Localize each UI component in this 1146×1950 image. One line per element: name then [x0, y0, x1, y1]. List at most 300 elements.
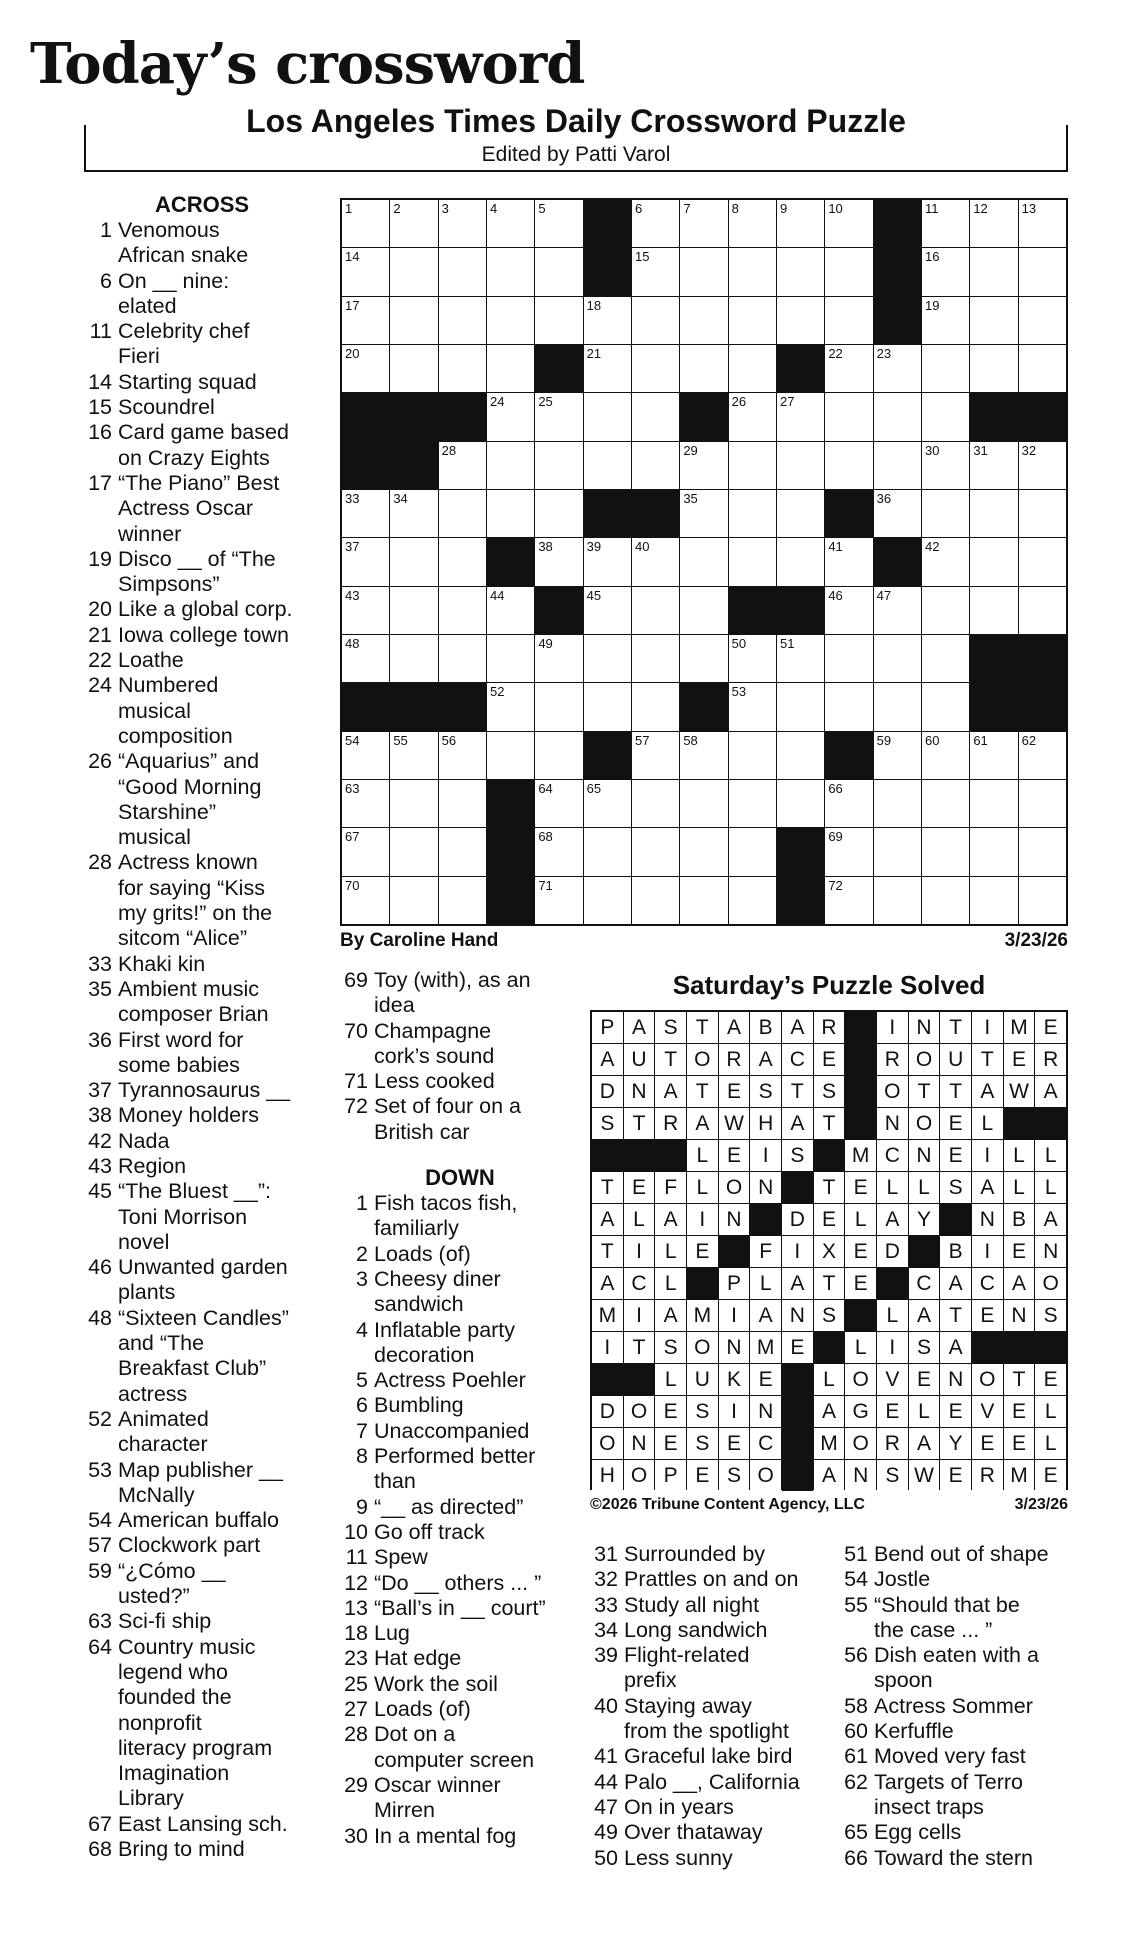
- solution-cell: A: [592, 1268, 623, 1299]
- grid-cell[interactable]: [535, 442, 582, 489]
- grid-cell[interactable]: [342, 297, 389, 344]
- grid-block: [342, 442, 389, 489]
- clue-number: 38: [88, 1103, 112, 1128]
- solution-cell: L: [1035, 1140, 1066, 1171]
- grid-cell[interactable]: [825, 877, 872, 924]
- banner-title: Los Angeles Times Daily Crossword Puzzle: [246, 103, 906, 139]
- grid-cell[interactable]: [390, 828, 437, 875]
- grid-cell[interactable]: [825, 200, 872, 247]
- grid-cell[interactable]: [970, 587, 1017, 634]
- grid-cell[interactable]: [487, 297, 534, 344]
- grid-cell[interactable]: [487, 345, 534, 392]
- grid-cell[interactable]: [390, 732, 437, 779]
- grid-cell[interactable]: [777, 538, 824, 585]
- grid-cell[interactable]: [874, 828, 921, 875]
- clue-text: Spew: [374, 1545, 428, 1570]
- solution-cell: R: [877, 1428, 908, 1459]
- clue-text: nonprofit: [118, 1710, 202, 1735]
- grid-cell[interactable]: [729, 248, 776, 295]
- solution-cell: E: [845, 1268, 876, 1299]
- clue-text: On in years: [624, 1794, 734, 1819]
- clue-number: 26: [88, 749, 112, 774]
- solution-cell: N: [1035, 1236, 1066, 1267]
- grid-cell[interactable]: [439, 200, 486, 247]
- clue-number: 59: [88, 1558, 112, 1583]
- grid-cell[interactable]: [390, 248, 437, 295]
- grid-cell[interactable]: [729, 732, 776, 779]
- solution-cell: A: [972, 1076, 1003, 1107]
- grid-cell[interactable]: [922, 393, 969, 440]
- grid-cell[interactable]: [584, 780, 631, 827]
- grid-cell[interactable]: [825, 393, 872, 440]
- grid-cell[interactable]: [680, 345, 727, 392]
- clue-text: composer Brian: [118, 1002, 269, 1027]
- solution-cell: A: [655, 1076, 686, 1107]
- grid-cell[interactable]: [439, 828, 486, 875]
- solution-cell: F: [750, 1236, 781, 1267]
- grid-cell[interactable]: [439, 732, 486, 779]
- grid-cell[interactable]: [632, 683, 679, 730]
- grid-cell[interactable]: [487, 442, 534, 489]
- grid-cell[interactable]: [777, 442, 824, 489]
- grid-cell[interactable]: [342, 828, 389, 875]
- grid-cell[interactable]: [584, 442, 631, 489]
- grid-cell[interactable]: [439, 442, 486, 489]
- clue-text: Toward the stern: [874, 1845, 1033, 1870]
- grid-cell[interactable]: [632, 877, 679, 924]
- cell-number: 5: [538, 201, 546, 216]
- solution-cell: Y: [909, 1204, 940, 1235]
- clue-item: [340, 1697, 580, 1722]
- clue-text: Unaccompanied: [374, 1418, 530, 1443]
- clue-item: [340, 1824, 580, 1849]
- grid-cell[interactable]: [922, 732, 969, 779]
- clue-number: 27: [344, 1697, 368, 1722]
- cell-number: 18: [586, 297, 602, 313]
- grid-cell[interactable]: [342, 635, 389, 682]
- grid-cell[interactable]: [1019, 200, 1066, 247]
- grid-cell[interactable]: [680, 538, 727, 585]
- grid-cell[interactable]: [680, 297, 727, 344]
- clue-item: [340, 1368, 580, 1393]
- clue-number: 20: [88, 597, 112, 622]
- grid-cell[interactable]: [390, 297, 437, 344]
- grid-cell[interactable]: [874, 587, 921, 634]
- grid-cell[interactable]: [1019, 828, 1066, 875]
- grid-cell[interactable]: [487, 683, 534, 730]
- grid-cell[interactable]: [439, 248, 486, 295]
- clue-item: [84, 1407, 320, 1458]
- grid-cell[interactable]: [390, 780, 437, 827]
- grid-cell[interactable]: [487, 248, 534, 295]
- grid-cell[interactable]: [632, 587, 679, 634]
- solution-cell: L: [750, 1268, 781, 1299]
- clue-number: 6: [356, 1393, 368, 1418]
- grid-cell[interactable]: [777, 490, 824, 537]
- solution-cell: E: [1004, 1428, 1035, 1459]
- grid-cell[interactable]: [632, 200, 679, 247]
- grid-cell[interactable]: [874, 683, 921, 730]
- grid-cell[interactable]: [922, 442, 969, 489]
- grid-cell[interactable]: [535, 490, 582, 537]
- clue-text: prefix: [624, 1668, 677, 1693]
- grid-cell[interactable]: [922, 538, 969, 585]
- clue-text: Tyrannosaurus __: [118, 1078, 291, 1103]
- grid-cell[interactable]: [970, 877, 1017, 924]
- grid-cell[interactable]: [535, 538, 582, 585]
- grid-cell[interactable]: [874, 393, 921, 440]
- grid-cell[interactable]: [922, 248, 969, 295]
- grid-cell[interactable]: [487, 635, 534, 682]
- grid-cell[interactable]: [390, 587, 437, 634]
- grid-cell[interactable]: [584, 393, 631, 440]
- grid-cell[interactable]: [922, 877, 969, 924]
- solution-block: [750, 1204, 781, 1235]
- grid-cell[interactable]: [1019, 248, 1066, 295]
- clue-number: 37: [88, 1078, 112, 1103]
- cell-number: 21: [586, 345, 602, 361]
- clue-number: 61: [844, 1744, 868, 1769]
- grid-cell[interactable]: [970, 828, 1017, 875]
- clue-text: Staying away: [624, 1693, 752, 1718]
- grid-cell[interactable]: [439, 538, 486, 585]
- grid-cell[interactable]: [729, 200, 776, 247]
- grid-cell[interactable]: [632, 635, 679, 682]
- clue-number: 8: [356, 1444, 368, 1469]
- grid-cell[interactable]: [874, 635, 921, 682]
- grid-cell[interactable]: [487, 732, 534, 779]
- solution-cell: T: [624, 1332, 655, 1363]
- solution-block: [1004, 1108, 1035, 1139]
- grid-cell[interactable]: [680, 635, 727, 682]
- grid-cell[interactable]: [970, 297, 1017, 344]
- grid-cell[interactable]: [632, 345, 679, 392]
- grid-cell[interactable]: [439, 877, 486, 924]
- grid-cell[interactable]: [342, 877, 389, 924]
- grid-cell[interactable]: [970, 732, 1017, 779]
- clue-item: [590, 1694, 830, 1745]
- solution-cell: S: [940, 1172, 971, 1203]
- grid-cell[interactable]: [874, 780, 921, 827]
- solution-cell: L: [909, 1396, 940, 1427]
- grid-cell[interactable]: [729, 442, 776, 489]
- grid-cell[interactable]: [825, 828, 872, 875]
- grid-cell[interactable]: [535, 200, 582, 247]
- grid-cell[interactable]: [632, 828, 679, 875]
- grid-cell[interactable]: [970, 248, 1017, 295]
- grid-cell[interactable]: [439, 587, 486, 634]
- grid-cell[interactable]: [439, 780, 486, 827]
- grid-cell[interactable]: [1019, 587, 1066, 634]
- grid-cell[interactable]: [680, 200, 727, 247]
- grid-cell[interactable]: [922, 683, 969, 730]
- grid-cell[interactable]: [535, 248, 582, 295]
- grid-cell[interactable]: [439, 345, 486, 392]
- grid-cell[interactable]: [922, 587, 969, 634]
- cell-number: 12: [973, 201, 988, 216]
- grid-cell[interactable]: [390, 635, 437, 682]
- clue-number: 62: [844, 1769, 868, 1794]
- grid-cell[interactable]: [535, 683, 582, 730]
- cell-number: 39: [586, 539, 602, 555]
- grid-cell[interactable]: [970, 538, 1017, 585]
- grid-cell[interactable]: [825, 538, 872, 585]
- grid-cell[interactable]: [439, 490, 486, 537]
- solution-block: [1035, 1108, 1066, 1139]
- grid-cell[interactable]: [922, 200, 969, 247]
- cell-number: 52: [489, 684, 505, 700]
- grid-cell[interactable]: [680, 732, 727, 779]
- grid-cell[interactable]: [632, 780, 679, 827]
- solution-cell: M: [1004, 1012, 1035, 1043]
- grid-block: [487, 538, 534, 585]
- grid-cell[interactable]: [1019, 345, 1066, 392]
- grid-cell[interactable]: [487, 393, 534, 440]
- cell-number: 2: [393, 201, 401, 216]
- grid-cell[interactable]: [922, 297, 969, 344]
- grid-cell[interactable]: [680, 442, 727, 489]
- solution-cell: E: [782, 1332, 813, 1363]
- solution-cell: S: [814, 1076, 845, 1107]
- solution-block: [814, 1140, 845, 1171]
- grid-cell[interactable]: [584, 587, 631, 634]
- grid-cell[interactable]: [777, 200, 824, 247]
- clue-item: [84, 319, 320, 370]
- cell-number: 47: [876, 587, 892, 603]
- grid-cell[interactable]: [777, 732, 824, 779]
- grid-cell[interactable]: [535, 828, 582, 875]
- grid-cell[interactable]: [680, 877, 727, 924]
- clue-number: 12: [344, 1570, 368, 1595]
- grid-cell[interactable]: [680, 828, 727, 875]
- grid-cell[interactable]: [390, 490, 437, 537]
- grid-cell[interactable]: [1019, 877, 1066, 924]
- grid-cell[interactable]: [439, 297, 486, 344]
- grid-cell[interactable]: [535, 877, 582, 924]
- grid-cell[interactable]: [535, 297, 582, 344]
- grid-cell[interactable]: [390, 538, 437, 585]
- clue-number: 28: [344, 1722, 368, 1747]
- grid-cell[interactable]: [342, 248, 389, 295]
- solution-cell: T: [940, 1076, 971, 1107]
- cell-number: 51: [779, 635, 795, 651]
- grid-cell[interactable]: [825, 683, 872, 730]
- solution-cell: O: [719, 1172, 750, 1203]
- solution-cell: E: [845, 1236, 876, 1267]
- clue-item: [340, 1444, 580, 1495]
- grid-cell[interactable]: [487, 587, 534, 634]
- grid-cell[interactable]: [922, 490, 969, 537]
- clue-number: 2: [356, 1241, 368, 1266]
- grid-cell[interactable]: [390, 200, 437, 247]
- grid-cell[interactable]: [729, 297, 776, 344]
- grid-cell[interactable]: [342, 587, 389, 634]
- grid-cell[interactable]: [729, 538, 776, 585]
- grid-cell[interactable]: [632, 248, 679, 295]
- solution-cell: I: [624, 1236, 655, 1267]
- grid-cell[interactable]: [729, 683, 776, 730]
- grid-cell[interactable]: [825, 345, 872, 392]
- grid-cell[interactable]: [535, 732, 582, 779]
- grid-cell[interactable]: [584, 345, 631, 392]
- clue-text: “¿Cómo __: [118, 1558, 226, 1583]
- grid-cell[interactable]: [825, 780, 872, 827]
- grid-cell[interactable]: [777, 393, 824, 440]
- grid-cell[interactable]: [342, 490, 389, 537]
- cell-number: 40: [634, 539, 650, 555]
- grid-cell[interactable]: [825, 587, 872, 634]
- grid-cell[interactable]: [1019, 490, 1066, 537]
- grid-cell[interactable]: [729, 828, 776, 875]
- grid-block: [584, 248, 631, 295]
- grid-cell[interactable]: [680, 248, 727, 295]
- grid-cell[interactable]: [970, 345, 1017, 392]
- clue-text: Card game based: [118, 420, 289, 445]
- solution-cell: A: [940, 1332, 971, 1363]
- grid-cell[interactable]: [584, 297, 631, 344]
- grid-cell[interactable]: [342, 538, 389, 585]
- grid-cell[interactable]: [825, 442, 872, 489]
- grid-cell[interactable]: [632, 393, 679, 440]
- solution-cell: A: [877, 1204, 908, 1235]
- grid-cell[interactable]: [874, 345, 921, 392]
- grid-cell[interactable]: [825, 635, 872, 682]
- grid-cell[interactable]: [584, 877, 631, 924]
- grid-cell[interactable]: [584, 828, 631, 875]
- solution-cell: N: [719, 1204, 750, 1235]
- grid-cell[interactable]: [970, 442, 1017, 489]
- grid-cell[interactable]: [632, 538, 679, 585]
- grid-block: [874, 248, 921, 295]
- clue-item: [340, 1267, 580, 1318]
- grid-cell[interactable]: [874, 877, 921, 924]
- clue-number: 36: [88, 1027, 112, 1052]
- clue-number: 41: [594, 1744, 618, 1769]
- solution-cell: T: [814, 1172, 845, 1203]
- grid-cell[interactable]: [729, 345, 776, 392]
- grid-cell[interactable]: [1019, 297, 1066, 344]
- grid-cell[interactable]: [777, 248, 824, 295]
- grid-cell[interactable]: [1019, 780, 1066, 827]
- cell-number: 49: [538, 635, 553, 651]
- clue-text: Scoundrel: [118, 395, 215, 420]
- grid-cell[interactable]: [584, 635, 631, 682]
- grid-cell[interactable]: [874, 732, 921, 779]
- grid-cell[interactable]: [680, 587, 727, 634]
- clue-text: Simpsons”: [118, 572, 220, 597]
- clue-number: 29: [344, 1772, 368, 1797]
- solution-cell: T: [687, 1012, 718, 1043]
- grid-cell[interactable]: [729, 635, 776, 682]
- solution-cell: H: [750, 1108, 781, 1139]
- grid-cell[interactable]: [777, 780, 824, 827]
- grid-block: [970, 393, 1017, 440]
- grid-block: [970, 635, 1017, 682]
- grid-cell[interactable]: [584, 683, 631, 730]
- grid-cell[interactable]: [584, 538, 631, 585]
- grid-cell[interactable]: [342, 200, 389, 247]
- grid-cell[interactable]: [342, 780, 389, 827]
- grid-cell[interactable]: [535, 635, 582, 682]
- grid-cell[interactable]: [390, 877, 437, 924]
- grid-cell[interactable]: [1019, 732, 1066, 779]
- grid-cell[interactable]: [632, 442, 679, 489]
- cell-number: 35: [683, 490, 698, 506]
- clue-text: Loads (of): [374, 1697, 471, 1722]
- solution-cell: T: [972, 1044, 1003, 1075]
- grid-cell[interactable]: [680, 780, 727, 827]
- clue-text: Surrounded by: [624, 1542, 766, 1566]
- solution-cell: V: [972, 1396, 1003, 1427]
- clue-item: [84, 673, 320, 749]
- grid-cell[interactable]: [535, 780, 582, 827]
- clue-text: “Ball’s in __ court”: [374, 1595, 546, 1620]
- grid-cell[interactable]: [970, 780, 1017, 827]
- clue-item: [340, 1646, 580, 1671]
- grid-cell[interactable]: [874, 490, 921, 537]
- grid-cell[interactable]: [487, 490, 534, 537]
- grid-block: [439, 683, 486, 730]
- grid-cell[interactable]: [390, 345, 437, 392]
- grid-cell[interactable]: [825, 248, 872, 295]
- grid-cell[interactable]: [439, 635, 486, 682]
- solution-cell: R: [719, 1044, 750, 1075]
- grid-cell[interactable]: [970, 490, 1017, 537]
- solution-date: 3/23/26: [1014, 1496, 1068, 1513]
- grid-cell[interactable]: [729, 393, 776, 440]
- grid-cell[interactable]: [729, 780, 776, 827]
- grid-cell[interactable]: [729, 877, 776, 924]
- clue-text: Loads (of): [374, 1241, 471, 1266]
- cell-number: 24: [489, 394, 505, 410]
- grid-cell[interactable]: [632, 732, 679, 779]
- grid-cell[interactable]: [825, 297, 872, 344]
- solution-cell: P: [719, 1268, 750, 1299]
- clue-text: musical: [118, 825, 191, 850]
- grid-cell[interactable]: [922, 635, 969, 682]
- grid-cell[interactable]: [632, 297, 679, 344]
- clue-item: [84, 1028, 320, 1079]
- grid-cell[interactable]: [777, 683, 824, 730]
- grid-cell[interactable]: [777, 635, 824, 682]
- clue-number: 68: [88, 1837, 112, 1861]
- grid-cell[interactable]: [922, 345, 969, 392]
- grid-cell[interactable]: [1019, 538, 1066, 585]
- grid-cell[interactable]: [729, 490, 776, 537]
- across-heading: ACROSS: [154, 192, 250, 217]
- cell-number: 66: [828, 780, 843, 796]
- clue-text: for saying “Kiss: [118, 875, 265, 900]
- grid-cell[interactable]: [922, 780, 969, 827]
- clue-item: [84, 1458, 320, 1509]
- grid-cell[interactable]: [970, 200, 1017, 247]
- grid-cell[interactable]: [777, 297, 824, 344]
- puzzle-byline: By Caroline Hand: [340, 930, 499, 951]
- grid-cell[interactable]: [922, 828, 969, 875]
- clue-item: [590, 1542, 830, 1567]
- grid-cell[interactable]: [487, 200, 534, 247]
- grid-cell[interactable]: [874, 442, 921, 489]
- grid-cell[interactable]: [680, 490, 727, 537]
- grid-cell[interactable]: [1019, 442, 1066, 489]
- grid-cell[interactable]: [535, 393, 582, 440]
- page-title: Today’s crossword: [30, 31, 585, 97]
- grid-cell[interactable]: [342, 345, 389, 392]
- clue-number: 5: [356, 1368, 368, 1393]
- grid-cell[interactable]: [342, 732, 389, 779]
- solution-cell: M: [845, 1140, 876, 1171]
- cell-number: 10: [828, 201, 843, 216]
